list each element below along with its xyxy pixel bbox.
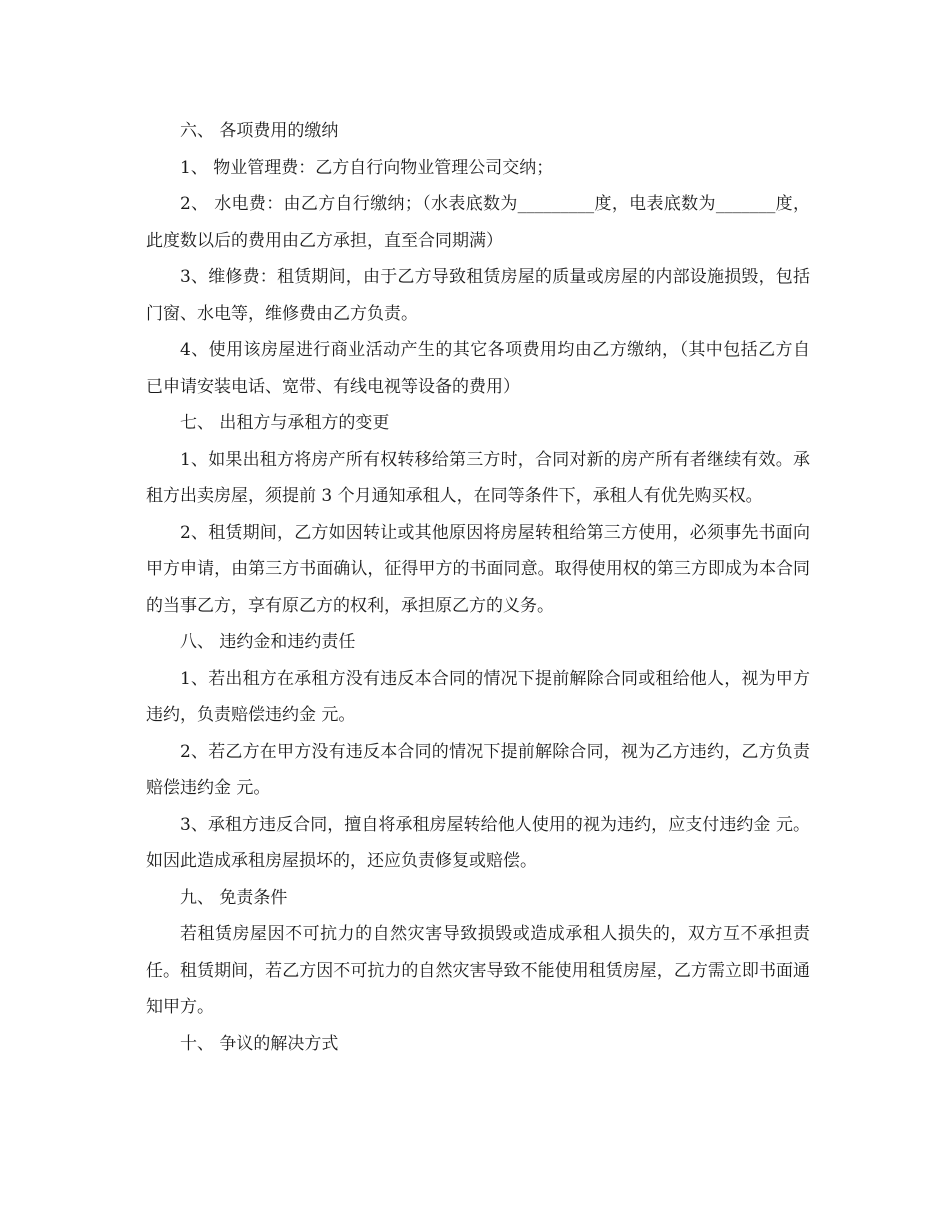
clause-other-expenses: 4、使用该房屋进行商业活动产生的其它各项费用均由乙方缴纳，（其中包括乙方自已申请安装电话、宽带、有线电视等设备的费用） [146,340,810,397]
section-heading-fees: 六、 各项费用的缴纳 [180,121,339,141]
clause-unauthorized-transfer: 3、承租方违反合同，擅自将承租房屋转给他人使用的视为违约，应支付违约金 元。如因此造成承租房屋损坏的，还应负责修复或赔偿。 [146,814,810,871]
clause-lessor-breach: 1、若出租方在承租方没有违反本合同的情况下提前解除合同或租给他人，视为甲方违约，负责赔偿违约金 元。 [146,668,810,725]
section-heading-breach: 八、 违约金和违约责任 [180,632,356,652]
clause-utilities: 2、 水电费：由乙方自行缴纳；（水表底数为_________度，电表底数为_______度，此度数以后的费用由乙方承担，直至合同期满） [146,194,810,251]
clause-property-fee: 1、 物业管理费：乙方自行向物业管理公司交纳； [180,157,554,178]
clause-force-majeure: 若租赁房屋因不可抗力的自然灾害导致损毁或造成承租人损失的，双方互不承担责任。租赁期间，若乙方因不可抗力的自然灾害导致不能使用租赁房屋，乙方需立即书面通知甲方。 [146,924,810,1017]
clause-ownership-transfer: 1、如果出租方将房产所有权转移给第三方时，合同对新的房产所有者继续有效。承租方出卖房屋，须提前 3 个月通知承租人，在同等条件下，承租人有优先购买权。 [146,449,810,506]
section-heading-exemption: 九、 免责条件 [180,887,288,908]
clause-lessee-breach: 2、若乙方在甲方没有违反本合同的情况下提前解除合同，视为乙方违约，乙方负责赔偿违约金 元。 [146,741,810,798]
section-heading-disputes: 十、 争议的解决方式 [180,1033,339,1054]
clause-sublease: 2、租赁期间，乙方如因转让或其他原因将房屋转租给第三方使用，必须事先书面向甲方申请，由第三方书面确认，征得甲方的书面同意。取得使用权的第三方即成为本合同的当事乙方，享有原乙方的权利，承担原乙方的义务。 [146,522,810,616]
document-body [146,113,810,1062]
clause-maintenance: 3、维修费：租赁期间，由于乙方导致租赁房屋的质量或房屋的内部设施损毁，包括门窗、水电等，维修费由乙方负责。 [146,267,810,324]
section-heading-changes: 七、 出租方与承租方的变更 [180,413,390,433]
